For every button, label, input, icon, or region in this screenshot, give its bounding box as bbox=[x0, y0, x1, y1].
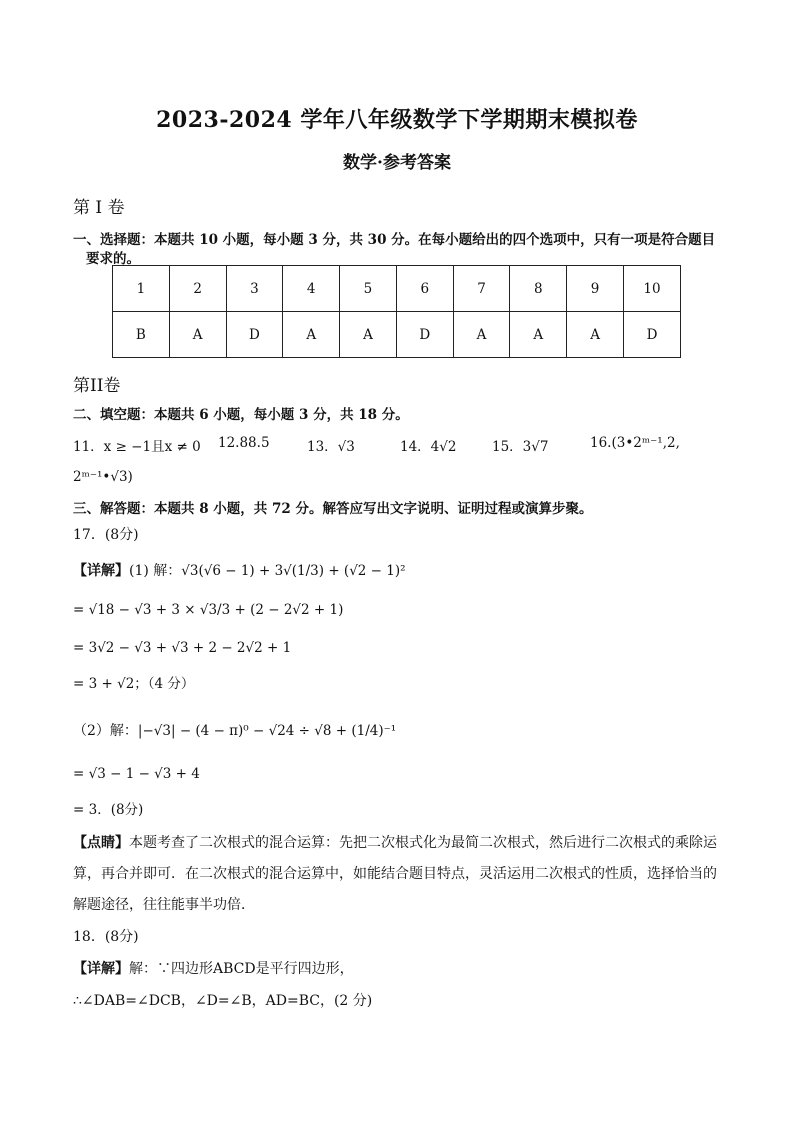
answer-cell: D bbox=[226, 312, 283, 358]
q17-part2-step1: = √3 − 1 − √3 + 4 bbox=[73, 766, 200, 782]
fill-answer-12: 12.88.5 bbox=[218, 435, 270, 451]
q17-part1-step3: = 3 + √2；（4 分） bbox=[73, 676, 195, 692]
q17-part1-expression: √3(√6 − 1) + 3√(1/3) + (√2 − 1)² bbox=[181, 563, 406, 579]
section-2-instructions: 二、填空题：本题共 6 小题，每小题 3 分，共 18 分。 bbox=[73, 407, 409, 423]
answer-table-answer-row bbox=[113, 312, 681, 358]
fill-answer-14: 14．4√2 bbox=[400, 439, 457, 455]
q17-comment-line3: 解题途径，往往能事半功倍． bbox=[73, 897, 255, 913]
fill-answer-15: 15．3√7 bbox=[492, 439, 549, 455]
q17-part2-label: （2）解： bbox=[73, 723, 138, 739]
question-number-cell: 5 bbox=[340, 266, 397, 312]
question-number-cell: 3 bbox=[226, 266, 283, 312]
question-number-cell: 2 bbox=[169, 266, 226, 312]
q18-line1 bbox=[73, 958, 354, 978]
answer-cell: A bbox=[567, 312, 624, 358]
q17-comment-line1 bbox=[73, 832, 717, 852]
question-number-cell: 8 bbox=[510, 266, 567, 312]
q17-part1-label: (1) 解： bbox=[129, 563, 182, 579]
fill-answer-13: 13．√3 bbox=[307, 439, 355, 455]
question-number-cell: 1 bbox=[113, 266, 170, 312]
fill-answer-16: 16.(3•2ᵐ⁻¹,2, bbox=[590, 435, 680, 451]
question-number-cell: 10 bbox=[623, 266, 680, 312]
q17-part1-step2: = 3√2 − √3 + √3 + 2 − 2√2 + 1 bbox=[73, 640, 292, 656]
q18-heading: 18．(8分) bbox=[73, 929, 139, 945]
section-1-instructions-line2: 要求的。 bbox=[86, 251, 140, 267]
detail-tag: 【详解】 bbox=[73, 961, 129, 977]
question-number-cell: 4 bbox=[283, 266, 340, 312]
detail-tag: 【详解】 bbox=[73, 563, 129, 579]
page-subtitle: 数学·参考答案 bbox=[343, 153, 451, 173]
question-number-cell: 9 bbox=[567, 266, 624, 312]
page-title: 2023-2024 学年八年级数学下学期期末模拟卷 bbox=[156, 107, 638, 133]
question-number-cell: 7 bbox=[453, 266, 510, 312]
q17-part2-line bbox=[73, 720, 396, 740]
answer-cell: A bbox=[340, 312, 397, 358]
part-1-heading: 第 I 卷 bbox=[73, 198, 125, 218]
part-2-heading: 第II卷 bbox=[73, 376, 121, 396]
q17-part1-step1: = √18 − √3 + 3 × √3/3 + (2 − 2√2 + 1) bbox=[73, 602, 344, 618]
q18-line2: ∴∠DAB=∠DCB，∠D=∠B，AD=BC，(2 分) bbox=[73, 993, 373, 1009]
answer-cell: A bbox=[510, 312, 567, 358]
answer-cell: D bbox=[396, 312, 453, 358]
comment-tag: 【点睛】 bbox=[73, 835, 129, 851]
question-number-cell: 6 bbox=[396, 266, 453, 312]
q18-line1-text: 解：∵四边形ABCD是平行四边形， bbox=[129, 961, 354, 977]
q17-comment-line2: 算，再合并即可．在二次根式的混合运算中，如能结合题目特点，灵活运用二次根式的性质，选择恰当的 bbox=[73, 866, 717, 882]
answer-cell: A bbox=[453, 312, 510, 358]
q17-heading: 17．(8分) bbox=[73, 527, 139, 543]
q17-part1-line bbox=[73, 560, 406, 580]
fill-answer-16-continued: 2ᵐ⁻¹•√3) bbox=[73, 469, 133, 485]
answer-cell: D bbox=[623, 312, 680, 358]
answer-table bbox=[112, 265, 681, 358]
q17-part2-step2: = 3．(8分) bbox=[73, 802, 144, 818]
answer-cell: A bbox=[283, 312, 340, 358]
answer-cell: A bbox=[169, 312, 226, 358]
section-3-instructions: 三、解答题：本题共 8 小题，共 72 分。解答应写出文字说明、证明过程或演算步聚。 bbox=[73, 501, 593, 517]
section-1-instructions-line1: 一、选择题：本题共 10 小题，每小题 3 分，共 30 分。在每小题给出的四个选项中，只有一项是符合题目 bbox=[73, 232, 716, 248]
q17-comment-text1: 本题考查了二次根式的混合运算：先把二次根式化为最简二次根式，然后进行二次根式的乘除运 bbox=[129, 835, 717, 851]
q17-part2-expression: |−√3| − (4 − π)⁰ − √24 ÷ √8 + (1/4)⁻¹ bbox=[137, 723, 397, 739]
answer-table-number-row bbox=[113, 266, 681, 312]
answer-cell: B bbox=[113, 312, 170, 358]
fill-answer-11: 11．x ≥ −1且x ≠ 0 bbox=[73, 439, 201, 455]
